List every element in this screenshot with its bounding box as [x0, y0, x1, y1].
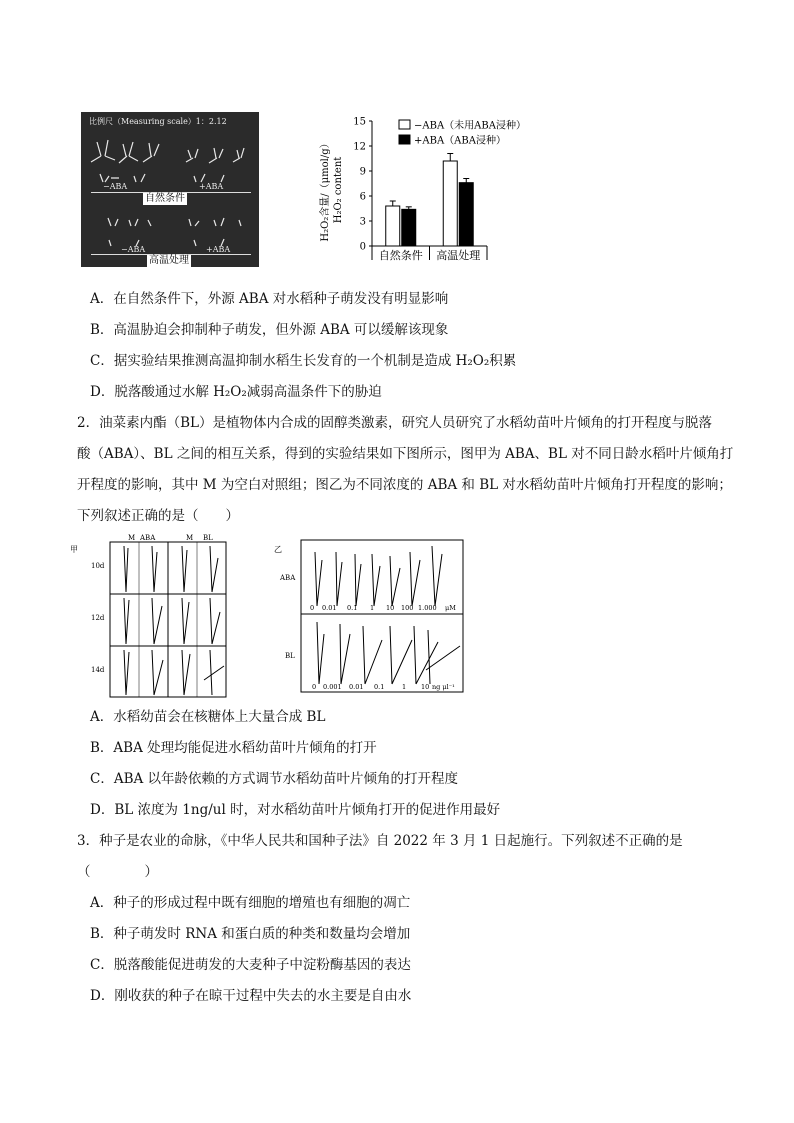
y-axis-label-en: H₂O₂ content [333, 156, 344, 224]
jia-col-aba: ABA [140, 534, 156, 542]
yi-aba-conc-3: 1 [370, 604, 375, 612]
yi-row-bl: BL [285, 652, 295, 660]
q3-option-c: C．脱落酸能促进萌发的大麦种子中淀粉酶基因的表达 [90, 957, 411, 973]
scale-label: 比例尺（Measuring scale）1：2.12 [89, 117, 227, 126]
photo-plus-aba-label-2: +ABA [206, 245, 231, 254]
legend-swatch-0 [399, 120, 410, 129]
q2-option-a: A．水稻幼苗会在核糖体上大量合成 BL [90, 709, 326, 725]
y-tick-label-5: 15 [353, 116, 366, 128]
q2-stem-line-2: 酸（ABA）、BL 之间的相互关系，得到的实验结果如下图所示，图甲为 ABA、BL 对不同日龄水稻叶片倾角打 [77, 446, 734, 462]
yi-aba-conc-6: 1.000 [418, 604, 437, 612]
yi-bl-conc-unit: ng μl⁻¹ [432, 683, 455, 691]
q3-stem-line-1: 3．种子是农业的命脉，《中华人民共和国种子法》自 2022 年 3 月 1 日起施行。下列叙述不正确的是 [77, 833, 683, 849]
photo-minus-aba-label: −ABA [103, 182, 128, 191]
photo-minus-aba-label-2: −ABA [121, 245, 146, 254]
q2-option-d: D．BL 浓度为 1ng/ul 时，对水稻幼苗叶片倾角打开的促进作用最好 [90, 802, 501, 818]
q2-stem-line-1: 2．油菜素内酯（BL）是植物体内合成的固醇类激素，研究人员研究了水稻幼苗叶片倾角的打开程度与脱落 [77, 415, 712, 431]
bar-1-1 [459, 183, 473, 246]
q3-option-a: A．种子的形成过程中既有细胞的增殖也有细胞的凋亡 [90, 895, 411, 911]
q1-option-b: B．高温胁迫会抑制种子萌发，但外源 ABA 可以缓解该现象 [90, 322, 449, 338]
yi-row-aba: ABA [280, 574, 296, 582]
jia-row-12d: 12d [91, 614, 105, 622]
jia-col-bl: BL [203, 534, 213, 542]
q3-stem-line-2: （ ） [77, 864, 158, 880]
bar-0-1 [443, 161, 457, 246]
q1-option-d: D．脱落酸通过水解 H₂O₂减弱高温条件下的胁迫 [90, 384, 382, 400]
legend-label-1: +ABA（ABA浸种） [414, 135, 506, 147]
yi-bl-conc-3: 0.1 [374, 683, 385, 691]
yi-aba-conc-4: 10 [386, 604, 395, 612]
jia-row-10d: 10d [91, 562, 105, 570]
bar-0-0 [386, 206, 400, 246]
q1-option-a: A．在自然条件下，外源 ABA 对水稻种子萌发没有明显影响 [90, 291, 449, 307]
figure-jia-label: 甲 [70, 545, 78, 554]
yi-aba-conc-5: 100 [401, 604, 414, 612]
seedling-photo [81, 112, 259, 267]
yi-bl-conc-2: 0.01 [349, 683, 364, 691]
y-tick-label-1: 3 [359, 216, 366, 228]
yi-aba-conc-unit: μM [445, 604, 456, 612]
jia-row-14d: 14d [91, 666, 105, 674]
q1-option-c: C．据实验结果推测高温抑制水稻生长发育的一个机制是造成 H₂O₂积累 [90, 353, 517, 369]
q3-option-b: B．种子萌发时 RNA 和蛋白质的种类和数量均会增加 [90, 926, 411, 942]
q3-option-d: D．刚收获的种子在晾干过程中失去的水主要是自由水 [90, 988, 412, 1004]
jia-col-m1: M [128, 534, 136, 542]
figure-yi [270, 530, 470, 700]
q2-option-c: C．ABA 以年龄依赖的方式调节水稻幼苗叶片倾角的打开程度 [90, 771, 459, 787]
bar-1-0 [402, 209, 416, 246]
h2o2-bar-chart [315, 110, 555, 270]
y-tick-label-3: 9 [359, 166, 366, 178]
legend-label-0: −ABA（未用ABA浸种） [414, 120, 526, 132]
yi-bl-conc-0: 0 [312, 683, 317, 691]
photo-natural-label: 自然条件 [145, 193, 185, 204]
y-tick-label-0: 0 [359, 241, 366, 253]
figure-jia [68, 530, 238, 700]
y-axis-label-cn: H₂O₂含量/（μmol/g） [320, 138, 331, 242]
q2-stem-line-4: 下列叙述正确的是（ ） [77, 508, 239, 524]
y-tick-label-4: 12 [353, 141, 366, 153]
figure-yi-label: 乙 [274, 545, 282, 554]
q2-stem-line-3: 开程度的影响，其中 M 为空白对照组；图乙为不同浓度的 ABA 和 BL 对水稻幼苗叶片倾角打开程度的影响； [77, 477, 732, 493]
yi-bl-conc-5: 10 [421, 683, 430, 691]
photo-plus-aba-label: +ABA [199, 182, 224, 191]
yi-bl-conc-4: 1 [402, 683, 407, 691]
x-category-label-1: 高温处理 [436, 249, 481, 262]
jia-col-m2: M [186, 534, 194, 542]
legend-swatch-1 [399, 135, 410, 144]
photo-high-temp-label: 高温处理 [149, 255, 189, 266]
q2-option-b: B．ABA 处理均能促进水稻幼苗叶片倾角的打开 [90, 740, 377, 756]
yi-aba-conc-0: 0 [310, 604, 315, 612]
yi-aba-conc-2: 0.1 [347, 604, 358, 612]
x-category-label-0: 自然条件 [378, 249, 423, 262]
y-tick-label-2: 6 [359, 191, 366, 203]
yi-aba-conc-1: 0.01 [322, 604, 337, 612]
yi-bl-conc-1: 0.001 [323, 683, 342, 691]
